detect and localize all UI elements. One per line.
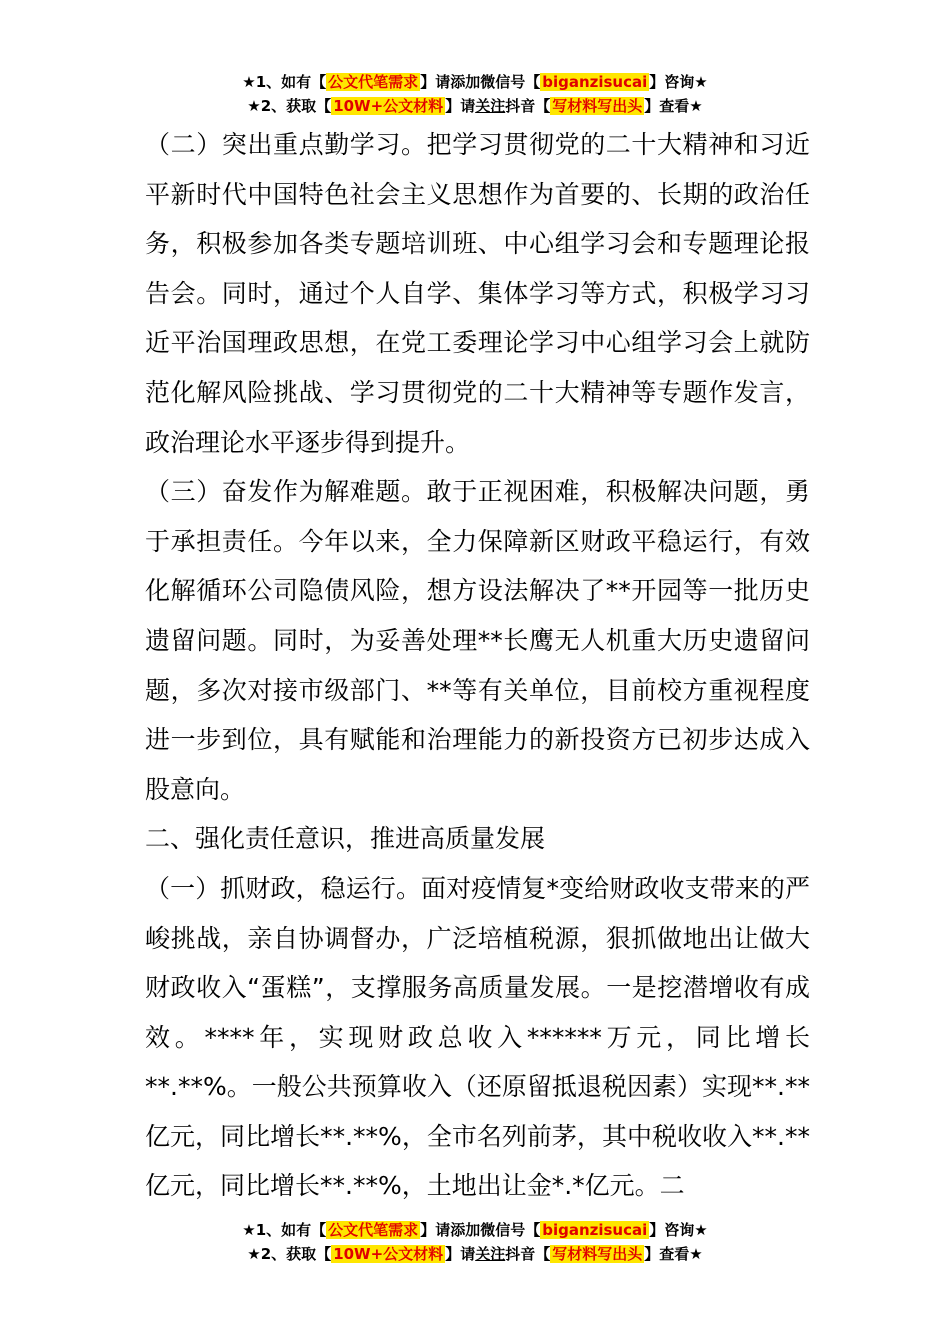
banner-underlined: 关注 <box>475 97 506 115</box>
banner-text: 】请添加微信号【 <box>420 1221 541 1239</box>
document-body <box>145 120 810 1211</box>
bottom-banner <box>0 1218 950 1266</box>
banner-text: 】咨询★ <box>649 1221 708 1239</box>
banner-text: 】查看★ <box>644 1245 703 1263</box>
banner-text: ★1、如有【 <box>242 1221 327 1239</box>
banner-line-2 <box>0 94 950 118</box>
banner-line-1 <box>0 70 950 94</box>
banner-highlight: 公文代笔需求 <box>328 1221 419 1239</box>
banner-text: 抖音【 <box>505 1245 551 1263</box>
paragraph-problem-solving: （三）奋发作为解难题。敢于正视困难，积极解决问题，勇于承担责任。今年以来，全力保障新区财政平稳运行，有效化解循环公司隐债风险，想方设法解决了**开园等一批历史遗留问题。同时，为妥善处理**长鹰无人机重大历史遗留问题，多次对接市级部门、**等有关单位，目前校方重视程度进一步到位，具有赋能和治理能力的新投资方已初步达成入股意向。 <box>145 477 810 804</box>
banner-underlined: 关注 <box>475 1245 506 1263</box>
banner-text: 】咨询★ <box>649 73 708 91</box>
banner-text: 】查看★ <box>644 97 703 115</box>
banner-text: ★1、如有【 <box>242 73 327 91</box>
banner-highlight: 公文代笔需求 <box>328 73 419 91</box>
banner-highlight-wechat-id: biganzisucai <box>542 73 648 91</box>
banner-text: ★2、获取【 <box>247 1245 332 1263</box>
paragraph-finance: （一）抓财政，稳运行。面对疫情复*变给财政收支带来的严峻挑战，亲自协调督办，广泛培植税源，狠抓做地出让做大财政收入“蛋糕”，支撑服务高质量发展。一是挖潜增收有成效。****年，实现财政总收入******万元，同比增长**.**%。一般公共预算收入（还原留抵退税因素）实现**.**亿元，同比增长**.**%，全市名列前茅，其中税收收入**.**亿元，同比增长**.**%，土地出让金*.*亿元。二 <box>145 873 810 1201</box>
banner-highlight: 10W+公文材料 <box>333 1245 444 1263</box>
banner-highlight-douyin: 写材料写出头 <box>552 1245 643 1263</box>
banner-highlight-douyin: 写材料写出头 <box>552 97 643 115</box>
banner-text: ★2、获取【 <box>247 97 332 115</box>
banner-text: 抖音【 <box>505 97 551 115</box>
banner-line-1 <box>0 1218 950 1242</box>
banner-highlight: 10W+公文材料 <box>333 97 444 115</box>
top-banner <box>0 70 950 118</box>
banner-text: 】请添加微信号【 <box>420 73 541 91</box>
banner-highlight-wechat-id: biganzisucai <box>542 1221 648 1239</box>
banner-text: 】请 <box>445 1245 476 1263</box>
banner-line-2 <box>0 1242 950 1266</box>
section-heading: 二、强化责任意识，推进高质量发展 <box>145 824 546 854</box>
paragraph-study: （二）突出重点勤学习。把学习贯彻党的二十大精神和习近平新时代中国特色社会主义思想作为首要的、长期的政治任务，积极参加各类专题培训班、中心组学习会和专题理论报告会。同时，通过个人自学、集体学习等方式，积极学习习近平治国理政思想，在党工委理论学习中心组学习会上就防范化解风险挑战、学习贯彻党的二十大精神等专题作发言，政治理论水平逐步得到提升。 <box>145 130 810 457</box>
banner-text: 】请 <box>445 97 476 115</box>
